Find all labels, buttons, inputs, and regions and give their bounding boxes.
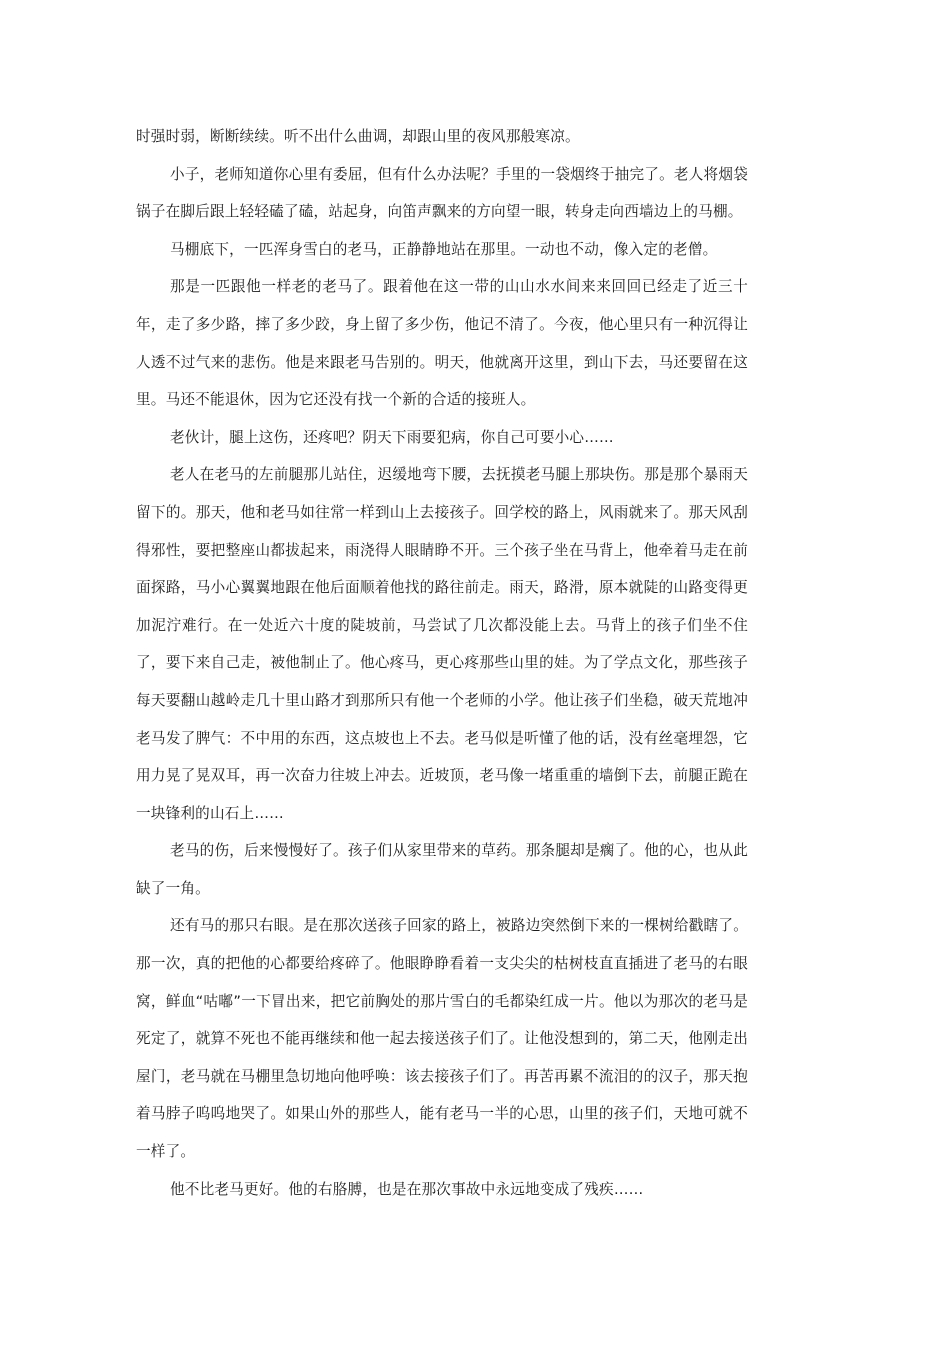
paragraph-1: 时强时弱，断断续续。听不出什么曲调，却跟山里的夜风那般寒凉。 xyxy=(136,128,580,145)
paragraph-2: 小子，老师知道你心里有委屈，但有什么办法呢？手里的一袋烟终于抽完了。老人将烟袋锅子在脚后跟上轻轻磕了磕，站起身，向笛声飘来的方向望一眼，转身走向西墙边上的马棚。 xyxy=(136,165,748,221)
paragraph-9: 他不比老马更好。他的右胳膊，也是在那次事故中永远地变成了残疾…… xyxy=(170,1180,644,1198)
paragraph-3: 马棚底下，一匹浑身雪白的老马，正静静地站在那里。一动也不动，像入定的老僧。 xyxy=(170,240,718,258)
paragraph-6: 老人在老马的左前腿那儿站住，迟缓地弯下腰，去抚摸老马腿上那块伤。那是那个暴雨天留下的。那天，他和老马如往常一样到山上去接孩子。回学校的路上，风雨就来了。那天风刮得邪性，要把整座山都拔起来，雨浇得人眼睛睁不开。三个孩子坐在马背上，他牵着马走在前面探路，马小心翼翼地跟在他后面顺着他找的路往前走。雨天，路滑，原本就陡的山路变得更加泥泞难行。在一处近六十度的陡坡前，马尝试了几次都没能上去。马背上的孩子们坐不住了，要下来自己走，被他制止了。他心疼马，更心疼那些山里的娃。为了学点文化，那些孩子每天要翻山越岭走几十里山路才到那所只有他一个老师的小学。他让孩子们坐稳，破天荒地冲老马发了脾气：不中用的东西，这点坡也上不去。老马似是听懂了他的话，没有丝毫埋怨，它用力晃了晃双耳，再一次奋力往坡上冲去。近坡顶，老马像一堵重重的墙倒下去，前腿正跪在一块锋利的山石上…… xyxy=(136,466,748,822)
paragraph-4: 那是一匹跟他一样老的老马了。跟着他在这一带的山山水水间来来回回已经走了近三十年，走了多少路，摔了多少跤，身上留了多少伤，他记不清了。今夜，他心里只有一种沉得让人透不过气来的悲伤。他是来跟老马告别的。明天，他就离开这里，到山下去，马还要留在这里。马还不能退休，因为它还没有找一个新的合适的接班人。 xyxy=(136,278,748,409)
story-body xyxy=(136,118,748,1208)
paragraph-7: 老马的伤，后来慢慢好了。孩子们从家里带来的草药。那条腿却是瘸了。他的心，也从此缺了一角。 xyxy=(136,842,748,897)
paragraph-5: 老伙计，腿上这伤，还疼吧？阴天下雨要犯病，你自己可要小心…… xyxy=(170,428,614,446)
paragraph-8: 还有马的那只右眼。是在那次送孩子回家的路上，被路边突然倒下来的一棵树给戳瞎了。那一次，真的把他的心都要给疼碎了。他眼睁睁看着一支尖尖的枯树枝直直插进了老马的右眼窝，鲜血“咕嘟”一下冒出来，把它前胸处的那片雪白的毛都染红成一片。他以为那次的老马是死定了，就算不死也不能再继续和他一起去接送孩子们了。让他没想到的，第二天，他刚走出屋门，老马就在马棚里急切地向他呼唤：该去接孩子们了。再苦再累不流泪的的汉子，那天抱着马脖子呜呜地哭了。如果山外的那些人，能有老马一半的心思，山里的孩子们，天地可就不一样了。 xyxy=(136,917,748,1161)
